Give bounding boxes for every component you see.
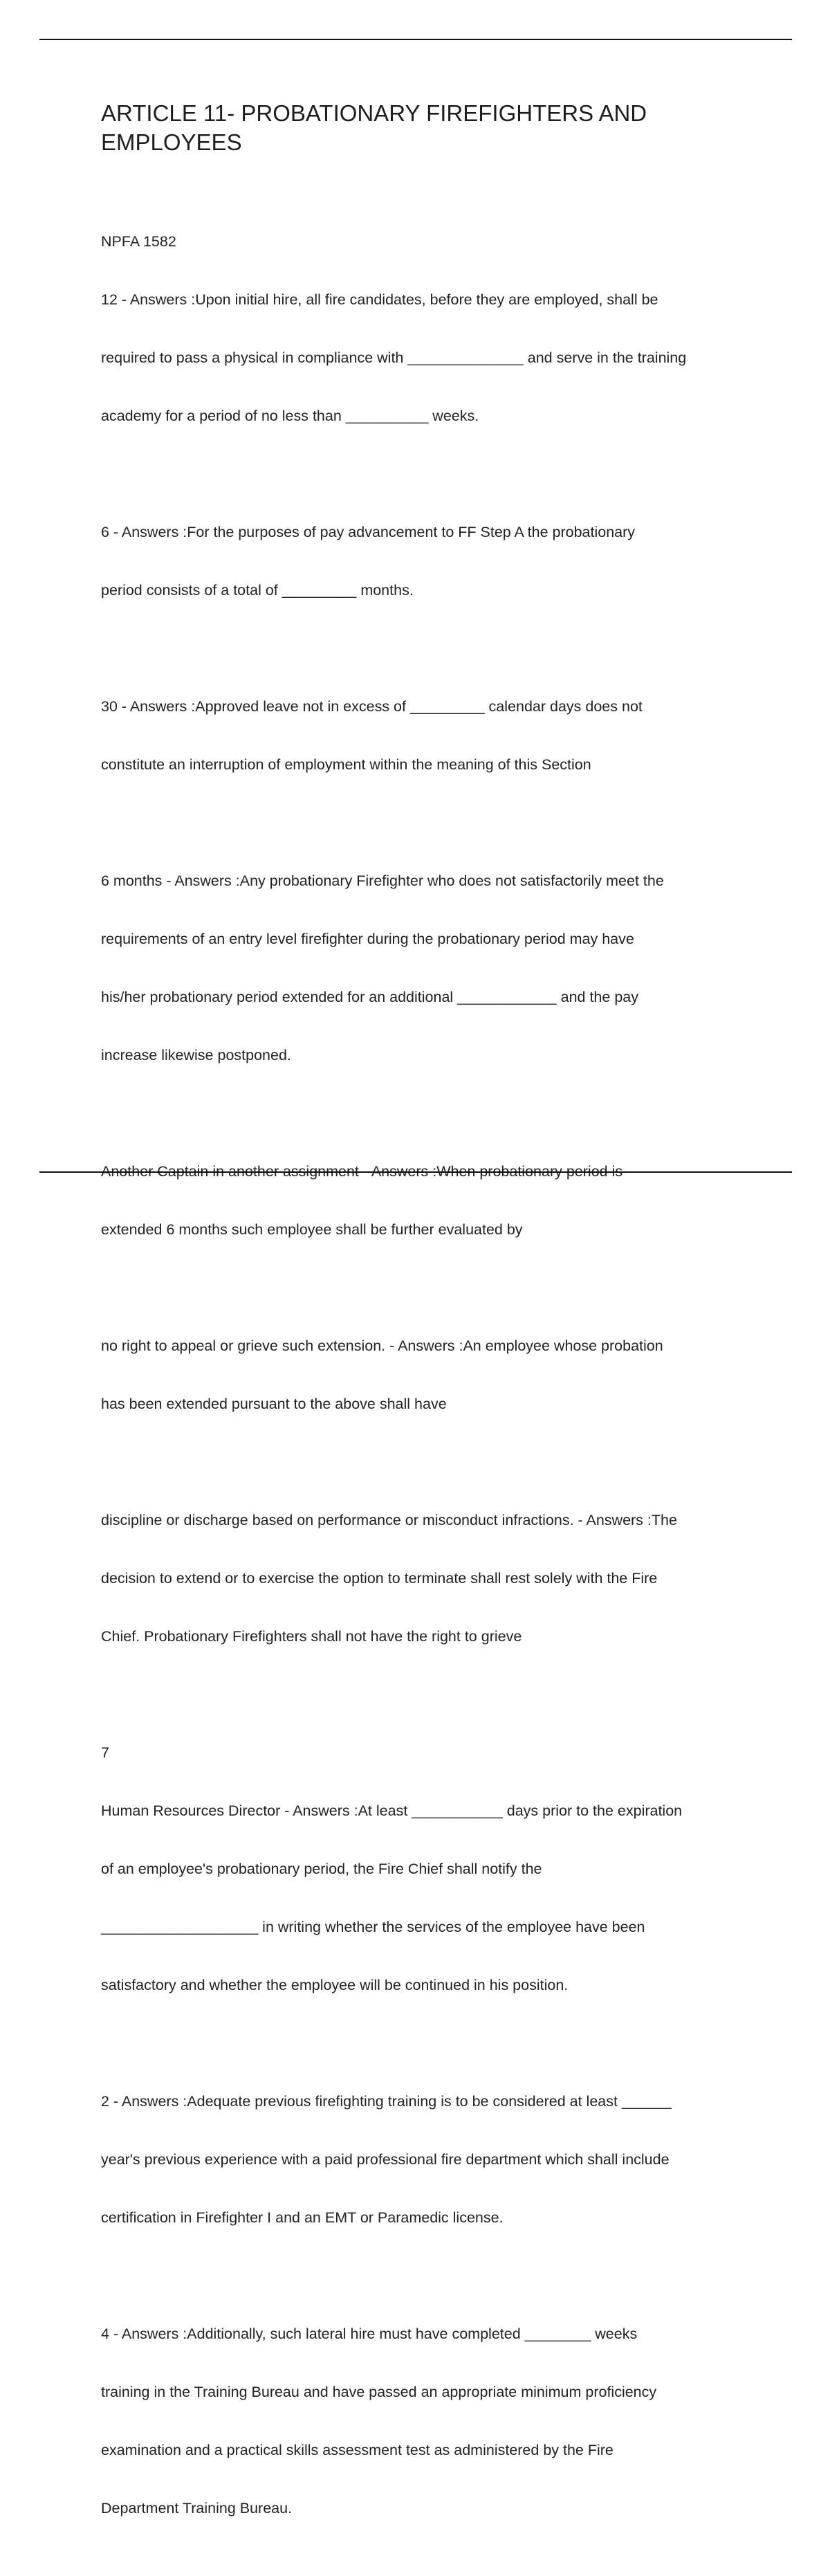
- qa-item: [101, 1123, 758, 1278]
- title-line: EMPLOYEES: [101, 129, 242, 155]
- qa-line: decision to extend or to exercise the option to terminate shall rest solely with the Fire: [101, 1570, 658, 1587]
- qa-line: 30 - Answers :Approved leave not in excess of _________ calendar days does not: [101, 698, 643, 715]
- qa-line: no right to appeal or grieve such extension. - Answers :An employee whose probation: [101, 1337, 663, 1354]
- qa-line: academy for a period of no less than __________ weeks.: [101, 408, 479, 424]
- qa-line: certification in Firefighter I and an EMT or Paramedic license.: [101, 2209, 504, 2226]
- qa-line: NPFA 1582: [101, 233, 176, 250]
- qa-item: [101, 484, 758, 639]
- qa-line: extended 6 months such employee shall be further evaluated by: [101, 1221, 523, 1238]
- qa-item: [101, 2285, 758, 2557]
- qa-line: 4 - Answers :Additionally, such lateral hire must have completed ________ weeks: [101, 2326, 638, 2342]
- qa-line: ___________________ in writing whether the services of the employee have been: [101, 1919, 645, 1935]
- page-title: [101, 99, 758, 157]
- qa-line: 2 - Answers :Adequate previous firefighting training is to be considered at least ______: [101, 2093, 672, 2110]
- qa-line: 7: [101, 1744, 109, 1761]
- qa-line: Chief. Probationary Firefighters shall not have the right to grieve: [101, 1628, 522, 1645]
- qa-line: Another Captain in another assignment - Answers :When probationary period is: [101, 1163, 623, 1180]
- qa-line: constitute an interruption of employment within the meaning of this Section: [101, 756, 591, 773]
- title-line: ARTICLE 11- PROBATIONARY FIREFIGHTERS AND: [101, 100, 647, 126]
- qa-line: Human Resources Director - Answers :At least ___________ days prior to the expiration: [101, 1802, 683, 1819]
- qa-line: examination and a practical skills assessment test as administered by the Fire: [101, 2442, 614, 2458]
- document-body: [101, 99, 758, 2576]
- qa-line: period consists of a total of _________ months.: [101, 582, 414, 599]
- qa-line: year's previous experience with a paid professional fire department which shall include: [101, 2151, 670, 2168]
- qa-line: 6 months - Answers :Any probationary Firefighter who does not satisfactorily meet the: [101, 873, 664, 889]
- qa-item: [101, 193, 758, 464]
- top-divider: [39, 39, 792, 40]
- qa-line: his/her probationary period extended for an additional ____________ and the pay: [101, 989, 638, 1005]
- qa-line: 6 - Answers :For the purposes of pay advancement to FF Step A the probationary: [101, 524, 636, 540]
- qa-item: [101, 2053, 758, 2266]
- qa-line: of an employee's probationary period, the Fire Chief shall notify the: [101, 1861, 542, 1877]
- qa-line: satisfactory and whether the employee will be continued in his position.: [101, 1977, 569, 1993]
- qa-item: [101, 658, 758, 813]
- qa-line: increase likewise postponed.: [101, 1047, 291, 1063]
- qa-item: [101, 1297, 758, 1452]
- qa-line: discipline or discharge based on performance or misconduct infractions. - Answers :The: [101, 1512, 677, 1528]
- qa-line: has been extended pursuant to the above shall have: [101, 1396, 447, 1412]
- qa-line: training in the Training Bureau and have passed an appropriate minimum proficiency: [101, 2384, 657, 2400]
- qa-item: [101, 1704, 758, 2034]
- qa-line: required to pass a physical in compliance with ______________ and serve in the training: [101, 349, 687, 366]
- qa-line: 12 - Answers :Upon initial hire, all fire candidates, before they are employed, shall be: [101, 291, 658, 308]
- qa-line: requirements of an entry level firefighter during the probationary period may have: [101, 931, 634, 947]
- qa-item: [101, 1472, 758, 1685]
- qa-item: [101, 832, 758, 1104]
- bottom-divider: [39, 1171, 792, 1173]
- qa-line: Department Training Bureau.: [101, 2500, 293, 2516]
